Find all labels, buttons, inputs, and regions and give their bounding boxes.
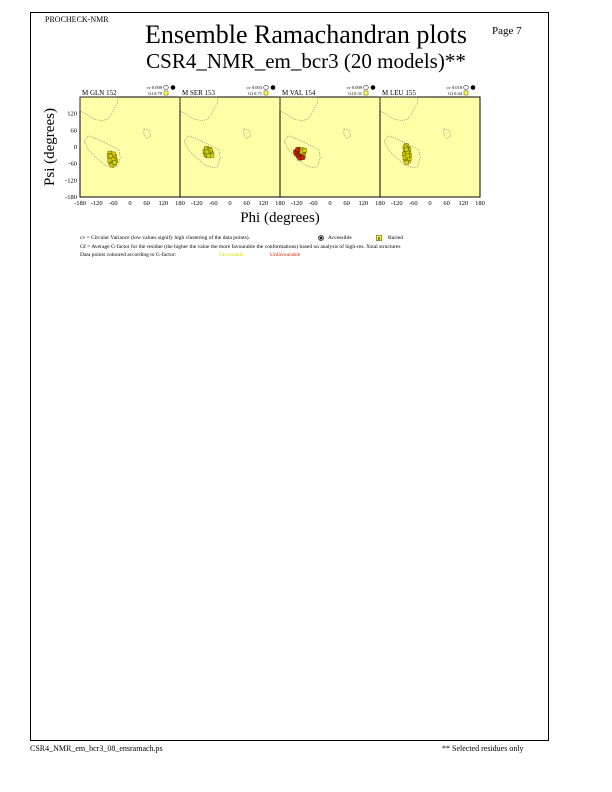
accessibility-icon [264, 85, 269, 90]
x-tick-label: -60 [308, 200, 318, 207]
panel-label: M VAL 154 [282, 89, 316, 97]
x-tick-label: 180 [275, 200, 285, 207]
gfactor-swatch-icon [464, 91, 468, 95]
accessibility-icon [164, 85, 169, 90]
panel-3-background [280, 97, 380, 197]
panel-cv-value: cv 0.009 [346, 85, 362, 90]
x-tick-label: 0 [128, 200, 132, 207]
accessible-marker-icon [171, 85, 176, 90]
x-tick-label: 0 [328, 200, 332, 207]
buried-icon [376, 235, 382, 241]
legend-accessible: Accessible [328, 235, 352, 241]
panel-1-background [80, 97, 180, 197]
x-tick-label: 180 [175, 200, 185, 207]
y-tick-label: 60 [70, 127, 77, 135]
x-tick-label: -60 [408, 200, 418, 207]
gfactor-swatch-icon [164, 91, 168, 95]
x-tick-label: 0 [228, 200, 232, 207]
panel-gf-value: Gf 0.44 [448, 91, 462, 96]
y-tick-label: -60 [68, 160, 77, 168]
data-point-favourable [405, 160, 409, 164]
data-point-favourable [302, 148, 306, 152]
x-tick-label: 60 [243, 200, 250, 207]
panel-cv-value: cv 0.009 [146, 85, 162, 90]
accessible-marker-icon [371, 85, 376, 90]
panel-label: M SER 153 [182, 89, 216, 97]
x-tick-label: 180 [375, 200, 385, 207]
legend-favourable: Favourable [219, 252, 244, 258]
x-tick-label: -120 [390, 200, 403, 207]
panel-gf-value: Gf 0.79 [148, 91, 162, 96]
panel-gf-value: Gf 0.71 [248, 91, 262, 96]
legend-cv-line: cv = Circular Variance (low values signify high clustering of the data points). [80, 235, 250, 241]
legend-unfavourable: Unfavourable [270, 252, 301, 258]
accessibility-icon [364, 85, 369, 90]
x-tick-label: 180 [475, 200, 485, 207]
x-tick-label: 120 [158, 200, 169, 207]
x-tick-label: -120 [190, 200, 203, 207]
y-tick-label: -180 [65, 194, 77, 201]
data-point-favourable [207, 154, 211, 158]
y-tick-label: 120 [67, 110, 77, 118]
panel-label: M GLN 152 [82, 89, 117, 97]
data-point-favourable [112, 160, 116, 164]
legend-colour-line: Data points coloured according to G-factor: [80, 252, 177, 258]
x-tick-label: 0 [428, 200, 432, 207]
x-tick-label: 120 [358, 200, 369, 207]
data-point-unfavourable [301, 156, 305, 160]
gfactor-swatch-icon [364, 91, 368, 95]
legend [80, 234, 550, 264]
data-point-favourable [406, 154, 410, 158]
x-tick-label: -120 [290, 200, 303, 207]
svg-text:B: B [377, 235, 381, 241]
panel-label: M LEU 155 [382, 89, 416, 97]
y-tick-label: -120 [65, 177, 77, 185]
legend-gf-line: Gf = Average G-factor for the residue (the higher the value the more favourable the conformations) based on analysis of high-res. Xstal structures [80, 243, 401, 250]
panel-cv-value: cv 0.003 [246, 85, 262, 90]
x-axis-label: Phi (degrees) [240, 210, 320, 226]
footer-note: ** Selected residues only [442, 744, 524, 753]
page-number: Page 7 [492, 25, 522, 37]
accessible-marker-icon [271, 85, 276, 90]
data-point-unfavourable [296, 148, 300, 152]
accessible-icon [318, 235, 324, 241]
page-title: Ensemble Ramachandran plots [144, 20, 468, 49]
y-axis-label: Psi (degrees) [42, 108, 58, 186]
accessibility-icon [464, 85, 469, 90]
page-subtitle: CSR4_NMR_em_bcr3 (20 models)** [146, 49, 466, 73]
data-point-favourable [205, 150, 209, 154]
y-tick-label: 0 [73, 144, 77, 151]
x-tick-label: 60 [343, 200, 350, 207]
data-point-favourable [404, 147, 408, 151]
x-tick-label: 120 [258, 200, 269, 207]
x-tick-label: 60 [143, 200, 150, 207]
panel-gf-value: Gf 0.31 [348, 91, 362, 96]
gfactor-swatch-icon [264, 91, 268, 95]
panel-cv-value: cv 0.018 [446, 85, 462, 90]
x-tick-label: -60 [208, 200, 218, 207]
x-tick-label: -180 [74, 200, 86, 207]
x-tick-label: -60 [108, 200, 118, 207]
x-tick-label: -120 [90, 200, 103, 207]
panel-2-background [180, 97, 280, 197]
legend-buried: Buried [388, 235, 403, 241]
panel-4-background [380, 97, 480, 197]
accessible-marker-icon [471, 85, 476, 90]
x-tick-label: 60 [443, 200, 450, 207]
x-tick-label: 120 [458, 200, 469, 207]
footer-filename: CSR4_NMR_em_bcr3_08_ensramach.ps [30, 744, 163, 753]
program-name: PROCHECK-NMR [45, 15, 109, 24]
